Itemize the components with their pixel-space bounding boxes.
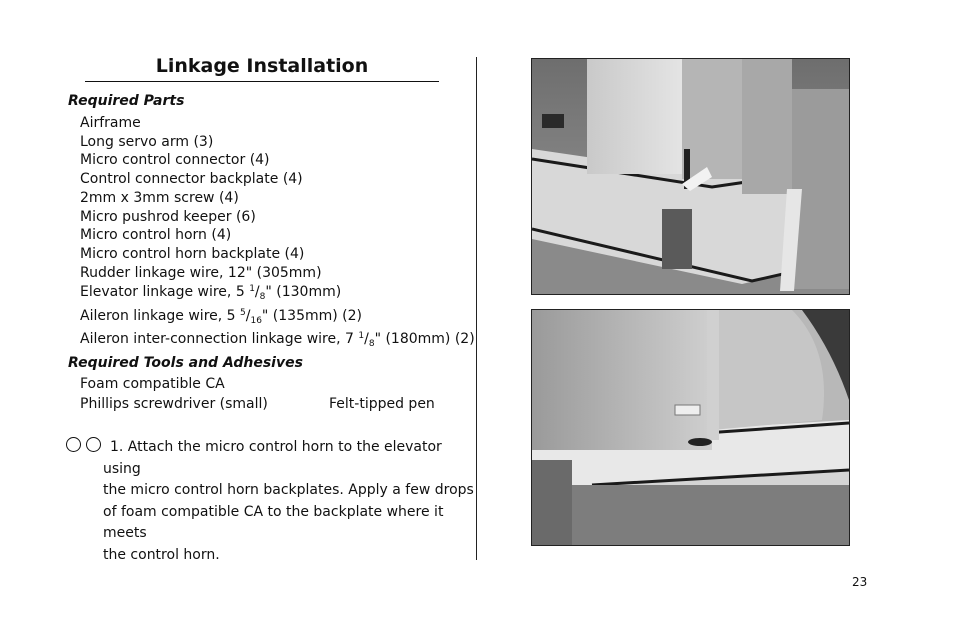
list-item: Phillips screwdriver (small) xyxy=(80,395,268,412)
step-text-line: of foam compatible CA to the backplate where it meets xyxy=(103,503,444,541)
checkbox-circle-icon[interactable] xyxy=(86,437,101,452)
list-item-aileron-wire: Aileron linkage wire, 5 $^5/_{16}$" (135mm) (2) xyxy=(80,307,363,326)
list-item: 2mm x 3mm screw (4) xyxy=(80,189,239,206)
step-1 xyxy=(66,437,476,566)
checkbox-circle-icon[interactable] xyxy=(66,437,81,452)
required-parts-list xyxy=(80,114,475,352)
step-checkboxes xyxy=(66,437,106,459)
step-text-line: the micro control horn backplates. Apply a few drops xyxy=(103,482,474,498)
list-item: Airframe xyxy=(80,115,141,131)
step-text-line: 1. Attach the micro control horn to the elevator using xyxy=(103,439,442,477)
photo-elevator-horn-bottom xyxy=(531,309,850,546)
list-item: Rudder linkage wire, 12" (305mm) xyxy=(80,264,322,281)
title-underline xyxy=(85,81,439,82)
list-item: Felt-tipped pen xyxy=(329,395,435,412)
page-number: 23 xyxy=(852,575,868,589)
list-item: Foam compatible CA xyxy=(80,376,225,392)
list-item: Long servo arm (3) xyxy=(80,133,214,150)
page-title: Linkage Installation xyxy=(155,55,369,77)
column-divider xyxy=(476,57,477,560)
tools-heading: Required Tools and Adhesives xyxy=(68,355,303,371)
tools-list xyxy=(80,375,435,414)
list-item-elevator-wire: Elevator linkage wire, 5 $^1/_8$" (130mm) xyxy=(80,284,342,303)
list-item: Micro control horn (4) xyxy=(80,227,232,244)
step-text-line: the control horn. xyxy=(103,546,220,563)
list-item: Micro control horn backplate (4) xyxy=(80,245,305,262)
photo-elevator-horn-top xyxy=(531,58,850,295)
list-item: Micro control connector (4) xyxy=(80,152,270,169)
list-item: Control connector backplate (4) xyxy=(80,171,303,188)
list-item: Micro pushrod keeper (6) xyxy=(80,208,256,225)
required-parts-heading: Required Parts xyxy=(68,93,185,109)
list-item-aileron-inter-wire: Aileron inter-connection linkage wire, 7 $^1/_8$" (180mm) (2) xyxy=(80,331,475,350)
